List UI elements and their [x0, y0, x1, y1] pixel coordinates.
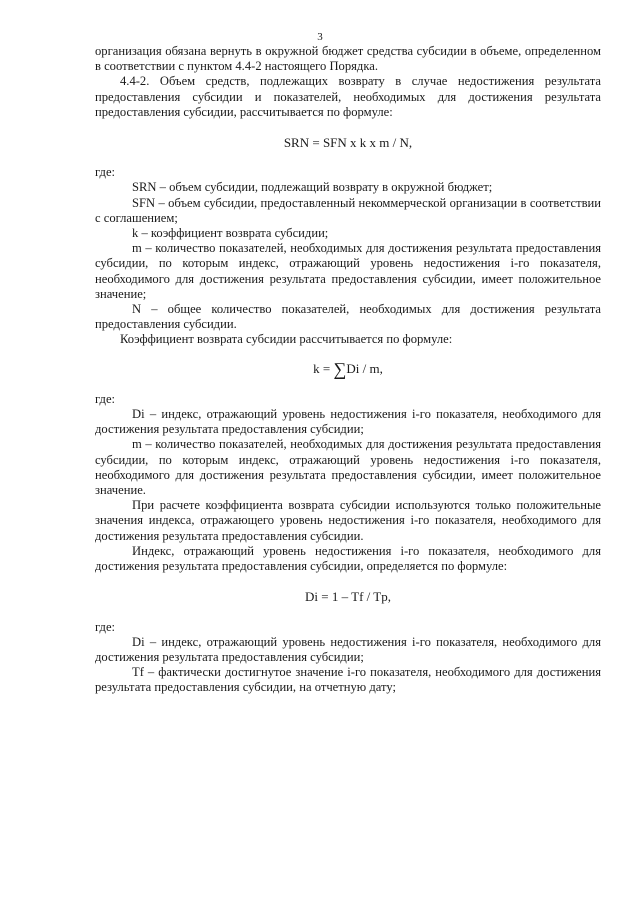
- definition-sfn: SFN – объем субсидии, предоставленный некоммерческой организации в соответствии с соглашением;: [95, 195, 601, 225]
- where-label-2: где:: [95, 391, 116, 406]
- sum-symbol: ∑: [333, 358, 347, 379]
- formula-k-right: Di / m,: [346, 360, 383, 376]
- page-number: 3: [317, 31, 323, 43]
- where-label-1: где:: [95, 165, 116, 180]
- formula-srn: SRN = SFN x k x m / N,: [283, 135, 413, 151]
- paragraph-k-calc: Коэффициент возврата субсидии рассчитывается по формуле:: [120, 332, 453, 347]
- formula-di: Di = 1 – Tf / Tp,: [305, 589, 391, 605]
- definition-tf: Tf – фактически достигнутое значение i-го показателя, необходимого для достижения результата предоставления субсидии, на отчетную дату;: [95, 665, 601, 695]
- paragraph-4-4-2: 4.4-2. Объем средств, подлежащих возврату в случае недостижения результата предоставления субсидии и показателей, необходимых для достижения результата предоставления субсидии, рассчитывается по формуле:: [95, 74, 601, 119]
- definition-m: m – количество показателей, необходимых для достижения результата предоставления субсидии, по которым индекс, отражающий уровень недостижения i-го показателя, необходимого для достижения результата предоставления субсидии, имеет положительное значение;: [95, 241, 601, 301]
- document-body: [95, 44, 601, 696]
- definition-k: k – коэффициент возврата субсидии;: [132, 226, 329, 241]
- definition-m-2: m – количество показателей, необходимых для достижения результата предоставления субсидии, по которым индекс, отражающий уровень недостижения i-го показателя, необходимого для достижения результата предоставления субсидии, имеет положительное значение.: [95, 437, 601, 498]
- paragraph-intro: организация обязана вернуть в окружной бюджет средства субсидии в объеме, определенном в соответствии с пунктом 4.4-2 настоящего Порядка.: [95, 44, 601, 74]
- paragraph-positive-values: При расчете коэффициента возврата субсидии используются только положительные значения индекса, отражающего уровень недостижения i-го показателя, необходимого для достижения результата предоставления субсидии.: [95, 498, 601, 543]
- definition-srn: SRN – объем субсидии, подлежащий возврату в окружной бюджет;: [132, 180, 493, 195]
- definition-n: N – общее количество показателей, необходимых для достижения результата предоставления субсидии.: [95, 302, 601, 332]
- formula-k: [95, 358, 601, 379]
- where-label-3: где:: [95, 619, 116, 634]
- paragraph-index: Индекс, отражающий уровень недостижения i-го показателя, необходимого для достижения результата предоставления субсидии, определяется по формуле:: [95, 543, 601, 574]
- definition-di: Di – индекс, отражающий уровень недостижения i-го показателя, необходимого для достижения результата предоставления субсидии;: [95, 407, 601, 437]
- formula-k-left: k =: [313, 360, 334, 376]
- definition-di-2: Di – индекс, отражающий уровень недостижения i-го показателя, необходимого для достижения результата предоставления субсидии;: [95, 634, 601, 664]
